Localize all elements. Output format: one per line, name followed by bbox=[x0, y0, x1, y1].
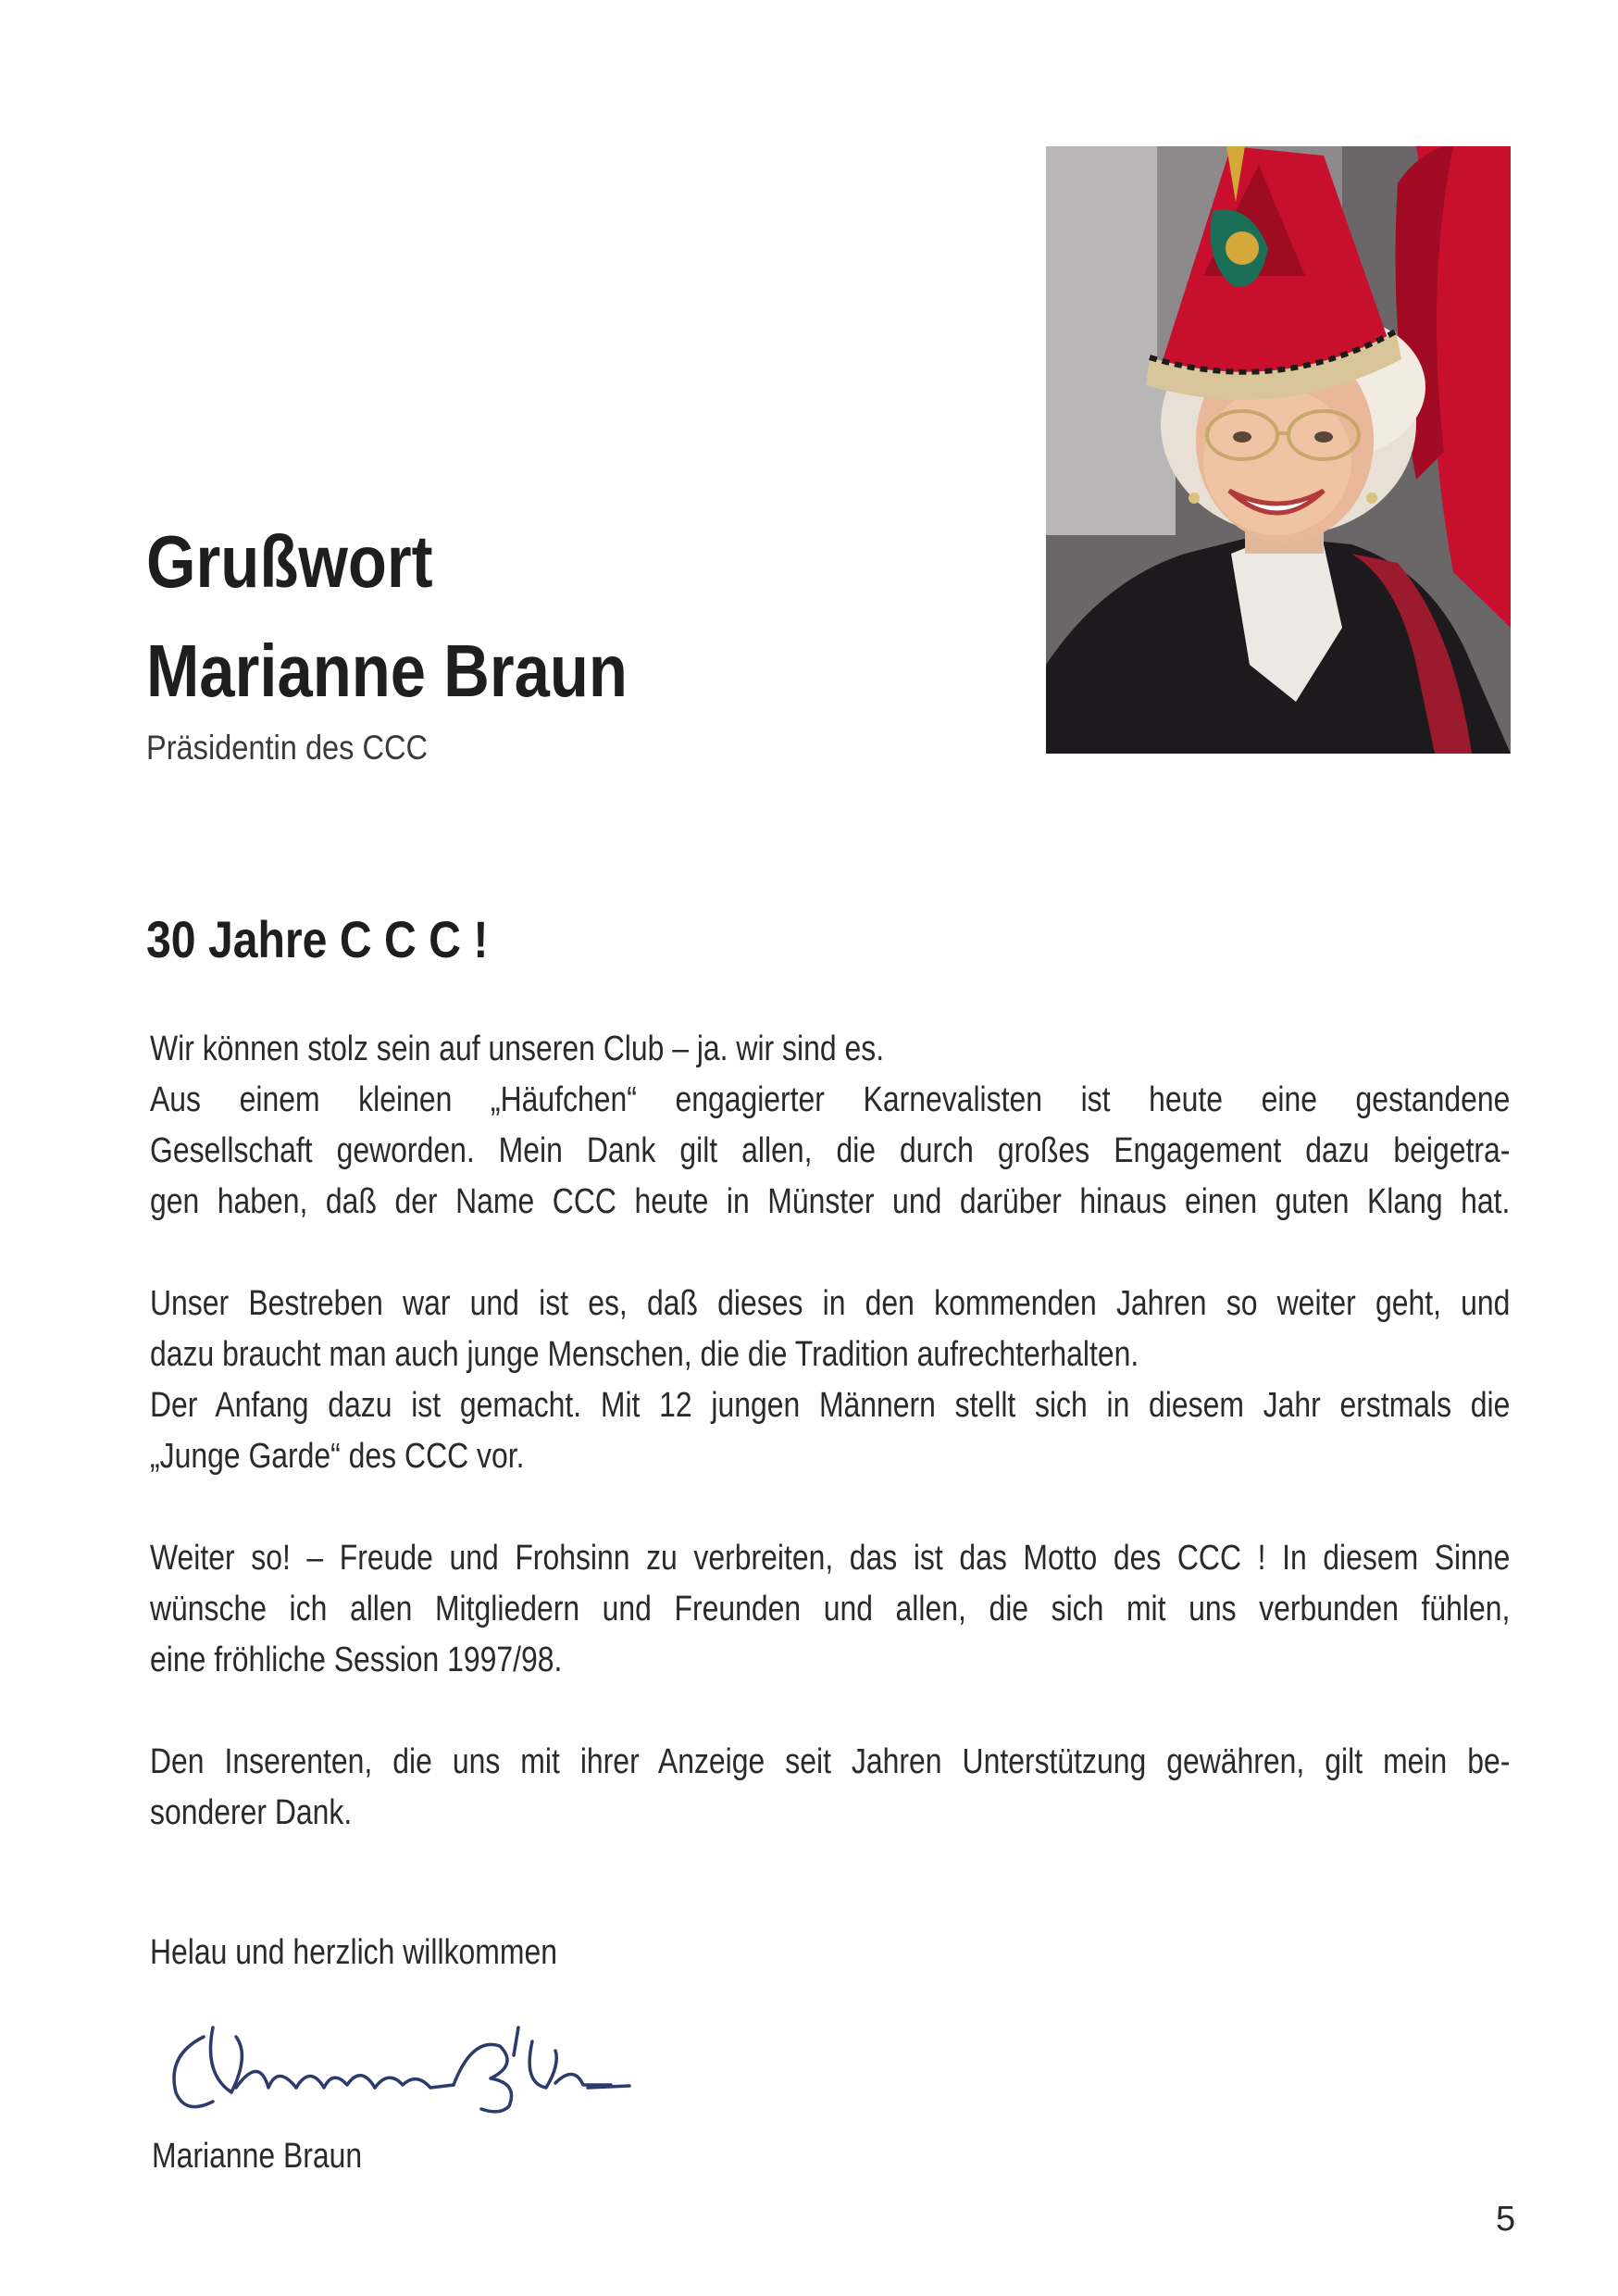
text-line: Den Inserenten, die uns mit ihrer Anzeige seit Jahren Unterstützung gewähren, gilt mein be- bbox=[150, 1742, 1511, 1781]
paragraph bbox=[150, 1024, 1511, 1228]
closing-greeting: Helau und herzlich willkommen bbox=[150, 1933, 557, 1972]
page-number: 5 bbox=[1496, 2200, 1516, 2239]
author-role: Präsidentin des CCC bbox=[146, 729, 429, 767]
section-heading: 30 Jahre C C C ! bbox=[146, 910, 489, 968]
text-line: dazu braucht man auch junge Menschen, die die Tradition aufrechterhalten. bbox=[150, 1335, 1139, 1374]
text-line: eine fröhliche Session 1997/98. bbox=[150, 1641, 563, 1679]
text-line: sonderer Dank. bbox=[150, 1793, 353, 1832]
text-line: „Junge Garde“ des CCC vor. bbox=[150, 1437, 525, 1476]
text-line: wünsche ich allen Mitgliedern und Freunden und allen, die sich mit uns verbunden fühlen, bbox=[150, 1590, 1511, 1628]
author-name-title: Marianne Braun bbox=[146, 630, 628, 712]
text-line: Aus einem kleinen „Häufchen“ engagierter Karnevalisten ist heute eine gestandene bbox=[150, 1080, 1511, 1119]
page-title: Grußwort bbox=[146, 520, 433, 603]
text-line: gen haben, daß der Name CCC heute in Münster und darüber hinaus einen guten Klang hat. bbox=[150, 1182, 1511, 1221]
text-line: Der Anfang dazu ist gemacht. Mit 12 jungen Männern stellt sich in diesem Jahr erstmals die bbox=[150, 1386, 1511, 1425]
paragraph bbox=[150, 1737, 1511, 1839]
paragraph bbox=[150, 1279, 1511, 1482]
handwritten-signature bbox=[148, 2000, 703, 2120]
signatory-name: Marianne Braun bbox=[152, 2137, 363, 2176]
portrait-photo bbox=[1046, 146, 1511, 754]
text-line: Gesellschaft geworden. Mein Dank gilt allen, die durch großes Engagement dazu beigetra- bbox=[150, 1131, 1511, 1170]
portrait-illustration bbox=[1046, 146, 1511, 754]
signature-icon bbox=[148, 2000, 703, 2120]
letter-body bbox=[150, 1024, 1511, 1890]
text-line: Weiter so! – Freude und Frohsinn zu verbreiten, das ist das Motto des CCC ! In diesem Sinne bbox=[150, 1539, 1511, 1578]
title-block bbox=[146, 507, 979, 770]
text-line: Wir können stolz sein auf unseren Club – ja. wir sind es. bbox=[150, 1029, 885, 1068]
paragraph bbox=[150, 1533, 1511, 1686]
text-line: Unser Bestreben war und ist es, daß dieses in den kommenden Jahren so weiter geht, und bbox=[150, 1284, 1511, 1323]
